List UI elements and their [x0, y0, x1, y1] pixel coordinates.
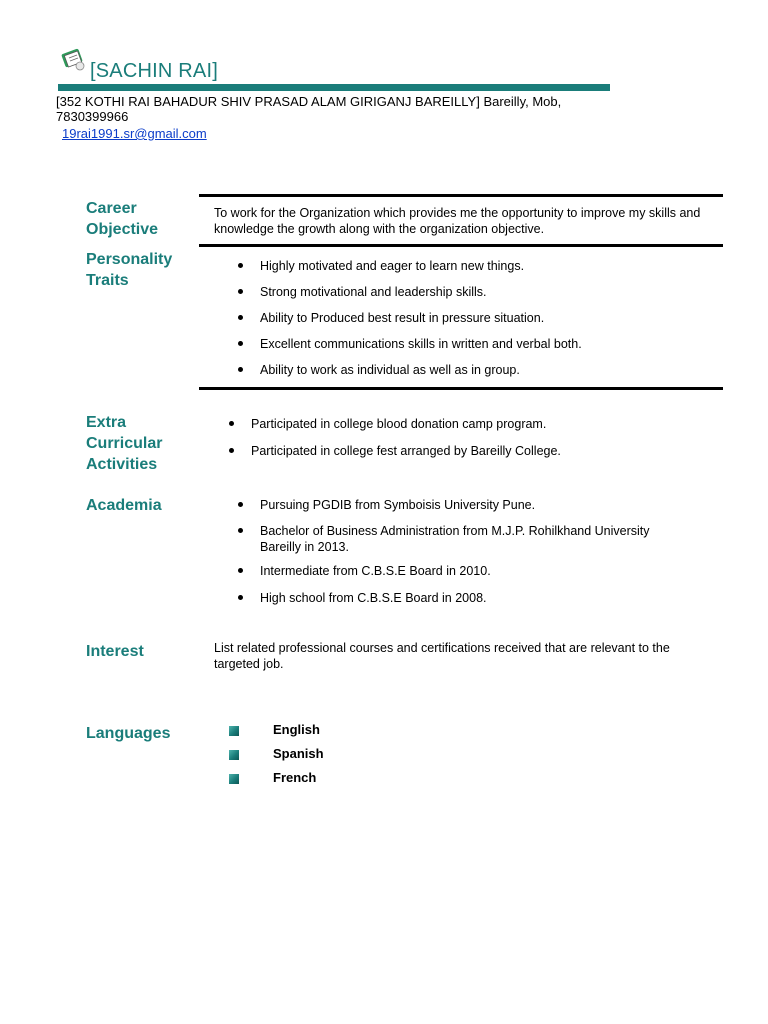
square-bullet-icon — [229, 726, 239, 736]
academia-heading: Academia — [86, 497, 162, 514]
candidate-name: [SACHIN RAI] — [90, 60, 218, 82]
resume-logo-icon — [60, 46, 88, 74]
square-bullet-icon — [229, 750, 239, 760]
personality-traits-list — [235, 258, 705, 378]
list-item: Ability to work as individual as well as in group. — [235, 362, 705, 378]
list-item: Ability to Produced best result in pressure situation. — [235, 310, 705, 326]
language-label: French — [273, 770, 317, 785]
interest-text: List related professional courses and certifications received that are relevant to the targeted job. — [214, 641, 670, 671]
section-rule — [199, 387, 723, 390]
list-item: Intermediate from C.B.S.E Board in 2010. — [235, 563, 695, 579]
extra-curricular-heading: Extra Curricular Activities — [86, 414, 163, 473]
list-item — [229, 723, 429, 747]
list-item — [229, 771, 429, 795]
personality-traits-heading: Personality Traits — [86, 251, 173, 289]
list-item — [229, 747, 429, 771]
languages-heading: Languages — [86, 725, 171, 742]
academia-list — [235, 497, 695, 606]
list-item: Strong motivational and leadership skills. — [235, 284, 705, 300]
career-objective-heading: Career Objective — [86, 200, 159, 238]
contact-address: [352 KOTHI RAI BAHADUR SHIV PRASAD ALAM GIRIGANJ BAREILLY] Bareilly, Mob, 7830399966 — [56, 94, 562, 124]
list-item: Bachelor of Business Administration from M.J.P. Rohilkhand University Bareilly in 2013. — [235, 523, 695, 555]
list-item: Highly motivated and eager to learn new things. — [235, 258, 705, 274]
square-bullet-icon — [229, 774, 239, 784]
list-item: Excellent communications skills in written and verbal both. — [235, 336, 705, 352]
list-item: High school from C.B.S.E Board in 2008. — [235, 590, 695, 606]
list-item: Pursuing PGDIB from Symboisis University Pune. — [235, 497, 695, 513]
list-item: Participated in college fest arranged by Bareilly College. — [226, 443, 696, 459]
extra-curricular-list — [226, 416, 696, 459]
languages-list — [229, 723, 429, 795]
header-divider — [58, 84, 610, 91]
list-item: Participated in college blood donation camp program. — [226, 416, 696, 432]
section-rule — [199, 194, 723, 197]
interest-heading: Interest — [86, 643, 144, 660]
career-objective-text: To work for the Organization which provides me the opportunity to improve my skills and knowledge the growth along with the organization objective. — [214, 206, 701, 236]
language-label: Spanish — [273, 746, 324, 761]
email-link[interactable]: 19rai1991.sr@gmail.com — [62, 126, 207, 141]
language-label: English — [273, 722, 320, 737]
section-rule — [199, 244, 723, 247]
